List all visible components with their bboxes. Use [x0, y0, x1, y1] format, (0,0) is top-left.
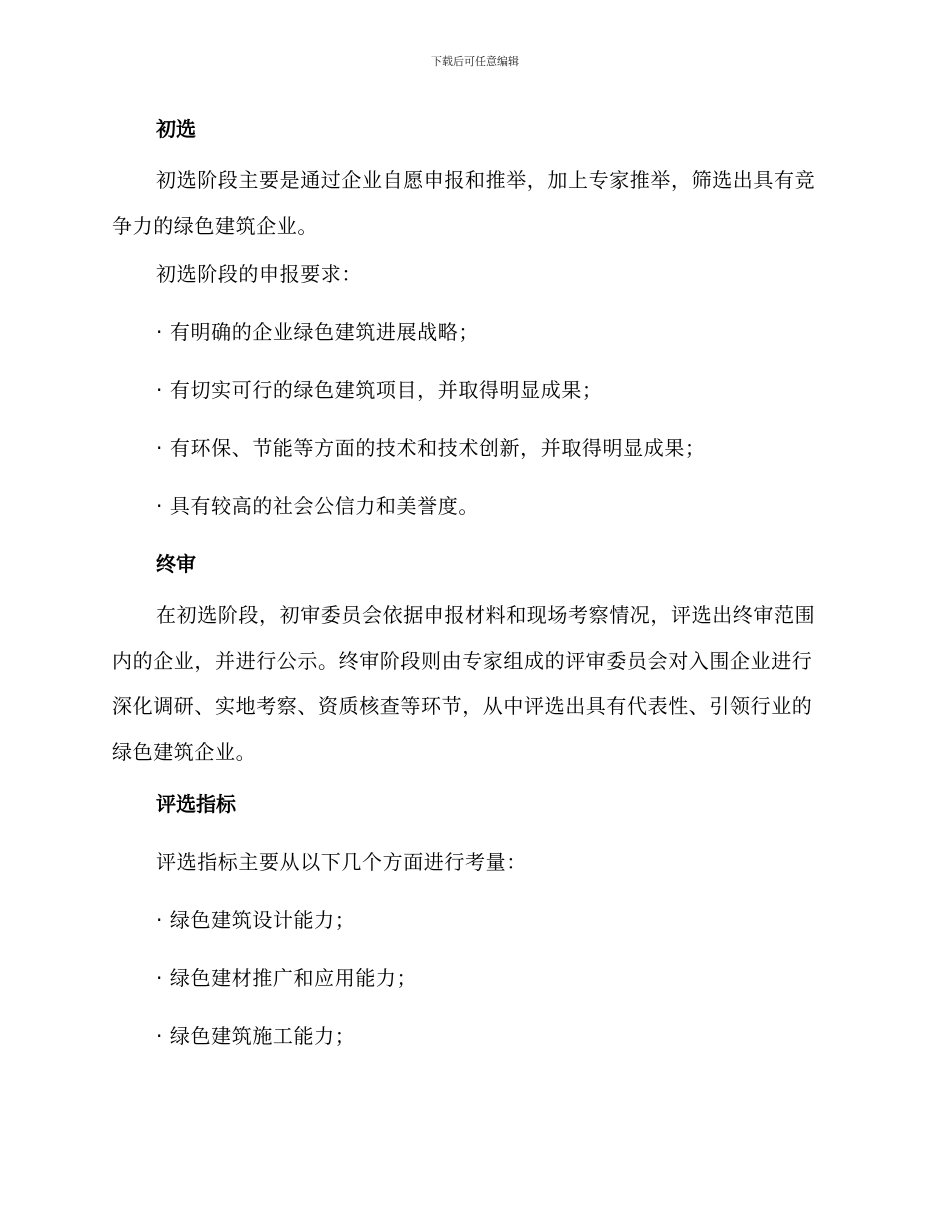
section-heading-criteria: 评选指标	[156, 792, 236, 816]
document-body	[112, 112, 832, 1053]
list-item: · 有明确的企业绿色建筑进展战略；	[156, 320, 479, 344]
section-heading-preliminary: 初选	[156, 117, 196, 141]
header-note: 下载后可任意编辑	[431, 55, 519, 68]
list-item: · 有切实可行的绿色建筑项目，并取得明显成果；	[156, 378, 603, 402]
list-item: · 绿色建筑设计能力；	[156, 908, 356, 932]
list-item: · 绿色建材推广和应用能力；	[156, 966, 418, 990]
list-item: · 具有较高的社会公信力和美誉度。	[156, 494, 479, 518]
list-item: · 绿色建筑施工能力；	[156, 1024, 356, 1048]
paragraph-final-body: 在初选阶段，初审委员会依据申报材料和现场考察情况，评选出终审范围内的企业，并进行公示。终审阶段则由专家组成的评审委员会对入围企业进行深化调研、实地考察、资质核查等环节，从中评选出具有代表性、引领行业的绿色建筑企业。	[112, 603, 816, 764]
paragraph-requirements-label: 初选阶段的申报要求：	[156, 262, 362, 286]
paragraph-criteria-intro: 评选指标主要从以下几个方面进行考量：	[156, 850, 527, 874]
section-heading-final: 终审	[156, 552, 196, 576]
list-item: · 有环保、节能等方面的技术和技术创新，并取得明显成果；	[156, 436, 706, 460]
paragraph-preliminary-intro: 初选阶段主要是通过企业自愿申报和推举，加上专家推举，筛选出具有竞争力的绿色建筑企业。	[112, 168, 816, 238]
